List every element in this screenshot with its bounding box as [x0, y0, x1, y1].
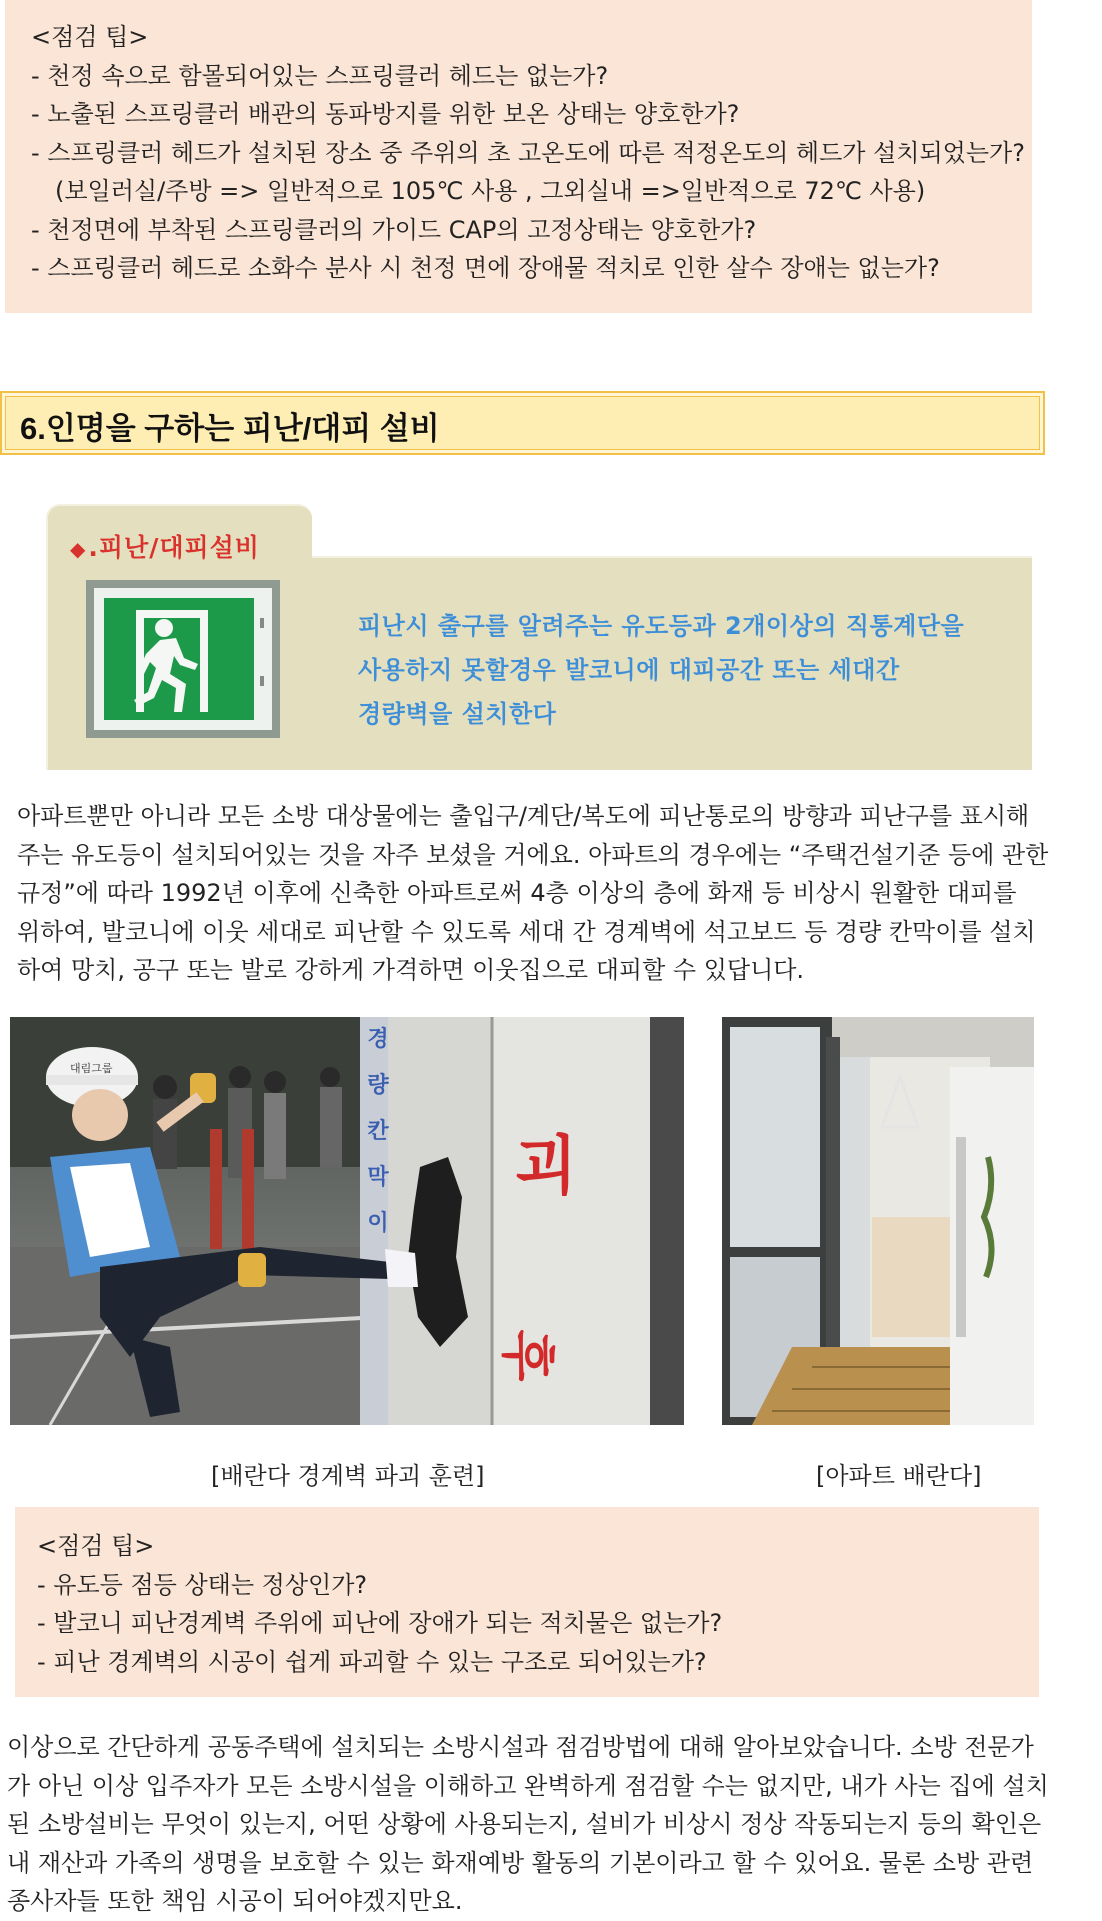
wall-breaking-drill-photo — [10, 1017, 684, 1425]
tip-item: - 스프링클러 헤드가 설치된 장소 중 주위의 초 고온도에 따른 적정온도의 헤드가 설치되었는가? — [31, 138, 1025, 167]
info-card-text — [358, 604, 1028, 736]
info-card-line: 사용하지 못할경우 발코니에 대피공간 또는 세대간 — [358, 656, 900, 684]
tip-item: - 스프링클러 헤드로 소화수 분사 시 천정 면에 장애물 적치로 인한 살수 장애는 없는가? — [31, 254, 940, 282]
paragraph-line: 하여 망치, 공구 또는 발로 강하게 가격하면 이웃집으로 대피할 수 있답니다. — [17, 956, 805, 984]
tip-item: - 천정 속으로 함몰되어있는 스프링클러 헤드는 없는가? — [31, 61, 609, 90]
paragraph-line: 종사자들 또한 책임 시공이 되어야겠지만요. — [7, 1887, 463, 1915]
paragraph-line: 된 소방설비는 무엇이 있는지, 어떤 상황에 사용되는지, 설비가 비상시 정상 작동되는지 등의 확인은 — [7, 1810, 1042, 1838]
wall-strip-char: 막 — [367, 1165, 389, 1190]
wall-strip-char: 경 — [367, 1027, 389, 1052]
balcony-photo-illustration — [722, 1017, 1034, 1425]
body-paragraph-evacuation — [17, 797, 1089, 990]
wall-red-char: 후 — [495, 1329, 559, 1382]
tip-item: - 천정면에 부착된 스프링클러의 가이드 CAP의 고정상태는 양호한가? — [31, 215, 757, 244]
section-title: 6.인명을 구하는 피난/대피 설비 — [20, 411, 440, 446]
exit-sign-image — [86, 580, 280, 738]
wall-strip-text — [366, 1017, 390, 1247]
photo-caption-right: [아파트 배란다] — [816, 1462, 982, 1490]
paragraph-line: 가 아닌 이상 입주자가 모든 소방시설을 이해하고 완벽하게 점검할 수는 없지만, 내가 사는 집에 설치 — [7, 1771, 1049, 1800]
info-card-tab-label — [70, 528, 260, 564]
inspection-tip-box-sprinkler — [5, 0, 1032, 313]
section-header — [0, 391, 1045, 455]
apartment-balcony-photo — [722, 1017, 1034, 1425]
card-divider — [310, 556, 1032, 558]
paragraph-line: 내 재산과 가족의 생명을 보호할 수 있는 화재예방 활동의 기본이라고 할 수 있어요. 물론 소방 관련 — [7, 1848, 1034, 1877]
exit-sign-panel — [94, 588, 272, 730]
wall-strip-char: 량 — [367, 1073, 389, 1098]
tip-heading: <점검 팁> — [37, 1532, 155, 1560]
info-card-line: 피난시 출구를 알려주는 유도등과 2개이상의 직통계단을 — [358, 612, 965, 640]
helmet-text: 대림그룹 — [70, 1062, 113, 1075]
drill-photo-illustration — [10, 1017, 684, 1425]
tip-item: - 노출된 스프링클러 배관의 동파방지를 위한 보온 상태는 양호한가? — [31, 100, 740, 128]
diamond-bullet-icon: ◆ — [70, 537, 87, 561]
paragraph-line: 아파트뿐만 아니라 모든 소방 대상물에는 출입구/계단/복도에 피난통로의 방향과 피난구를 표시해 — [17, 802, 1030, 830]
inspection-tip-box-evacuation — [15, 1507, 1039, 1697]
tip-heading: <점검 팁> — [31, 23, 149, 51]
wall-strip-char: 이 — [367, 1211, 389, 1236]
body-paragraph-conclusion — [7, 1728, 1092, 1921]
paragraph-line: 규정”에 따라 1992년 이후에 신축한 아파트로써 4층 이상의 층에 화재 등 비상시 원활한 대피를 — [17, 879, 1017, 907]
info-card-tab — [46, 504, 312, 564]
paragraph-line: 위하여, 발코니에 이웃 세대로 피난할 수 있도록 세대 간 경계벽에 석고보드 등 경량 칸막이를 설치 — [17, 917, 1036, 946]
info-card-line: 경량벽을 설치한다 — [358, 700, 557, 728]
wall-red-char: 괴 — [515, 1130, 577, 1204]
tip-item: - 발코니 피난경계벽 주위에 피난에 장애가 되는 적치물은 없는가? — [37, 1609, 723, 1637]
wall-strip-char: 칸 — [367, 1119, 389, 1144]
tip-item: - 피난 경계벽의 시공이 쉽게 파괴할 수 있는 구조로 되어있는가? — [37, 1647, 707, 1676]
running-man-exit-icon — [94, 588, 272, 730]
photo-caption-left: [배란다 경계벽 파괴 훈련] — [211, 1462, 485, 1490]
tip-item-note: (보일러실/주방 => 일반적으로 105℃ 사용 , 그외실내 =>일반적으로 72℃ 사용) — [55, 177, 926, 205]
paragraph-line: 이상으로 간단하게 공동주택에 설치되는 소방시설과 점검방법에 대해 알아보았습니다. 소방 전문가 — [7, 1733, 1034, 1761]
info-card-tab-text: .피난/대피설비 — [88, 533, 260, 562]
paragraph-line: 주는 유도등이 설치되어있는 것을 자주 보셨을 거에요. 아파트의 경우에는 “주택건설기준 등에 관한 — [17, 840, 1049, 869]
tip-item: - 유도등 점등 상태는 정상인가? — [37, 1570, 368, 1599]
